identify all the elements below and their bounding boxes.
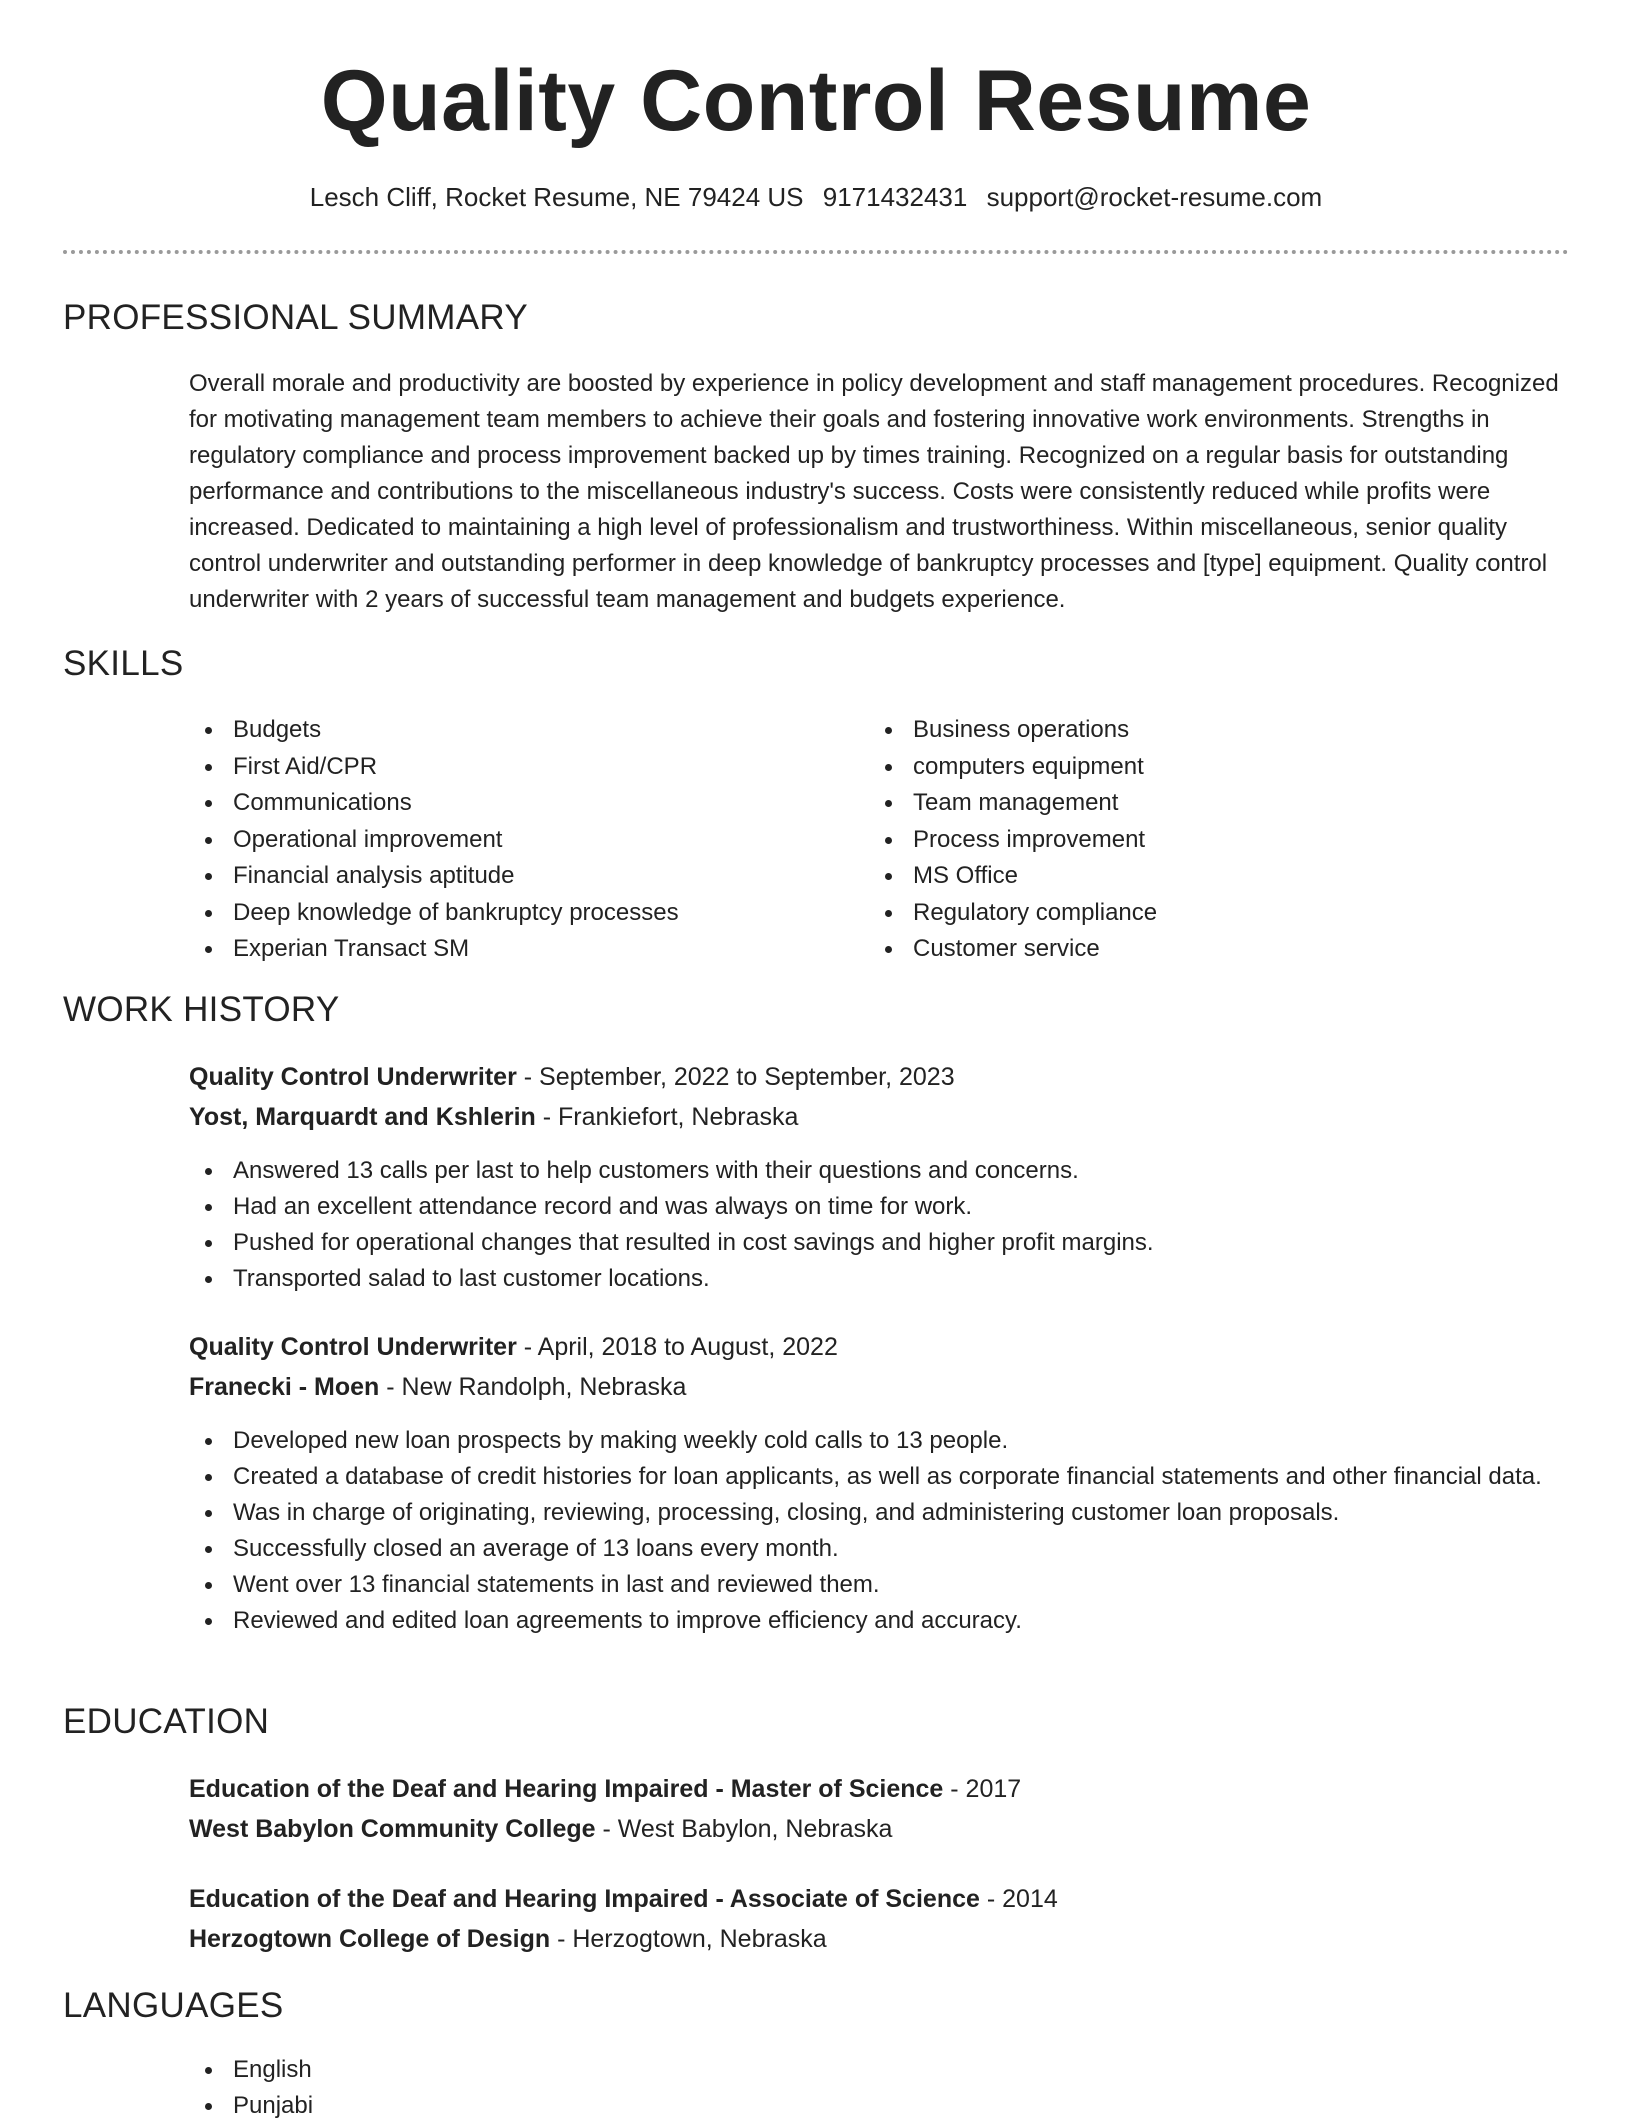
job-company: Yost, Marquardt and Kshlerin bbox=[189, 1103, 536, 1131]
job-bullet: Reviewed and edited loan agreements to improve efficiency and accuracy. bbox=[189, 1603, 1569, 1639]
skill-item: Financial analysis aptitude bbox=[189, 858, 829, 895]
job-bullet: Created a database of credit histories for loan applicants, as well as corporate financial statements and other financial data. bbox=[189, 1459, 1569, 1495]
job-title: Quality Control Underwriter bbox=[189, 1063, 517, 1091]
skill-item: Operational improvement bbox=[189, 822, 829, 859]
contact-email[interactable]: support@rocket-resume.com bbox=[986, 182, 1323, 212]
job-title-line bbox=[189, 1333, 838, 1362]
contact-address: Lesch Cliff, Rocket Resume, NE 79424 US bbox=[309, 182, 804, 212]
job-bullet: Answered 13 calls per last to help customers with their questions and concerns. bbox=[189, 1153, 1569, 1189]
skill-item: Budgets bbox=[189, 712, 829, 749]
skill-item: computers equipment bbox=[869, 749, 1509, 786]
education-school-line bbox=[189, 1815, 892, 1844]
job-company-line bbox=[189, 1103, 798, 1132]
education-heading: EDUCATION bbox=[63, 1702, 270, 1741]
skills-heading: SKILLS bbox=[63, 644, 184, 683]
job-bullet: Had an excellent attendance record and was always on time for work. bbox=[189, 1189, 1569, 1225]
summary-text: Overall morale and productivity are boosted by experience in policy development and staff management procedures. Recognized for motivating management team members to achieve their goals and fostering innovative work environments. Strengths in regulatory compliance and process improvement backed up by times training. Recognized on a regular basis for outstanding performance and contributions to the miscellaneous industry's success. Costs were consistently reduced while profits were increased. Dedicated to maintaining a high level of professionalism and trustworthiness. Within miscellaneous, senior quality control underwriter and outstanding performer in deep knowledge of bankruptcy processes and [type] equipment. Quality control underwriter with 2 years of successful team management and budgets experience. bbox=[189, 370, 1559, 613]
summary-heading: PROFESSIONAL SUMMARY bbox=[63, 298, 528, 337]
skills-list-right bbox=[869, 712, 1509, 968]
job-location: - Frankiefort, Nebraska bbox=[535, 1103, 799, 1131]
language-item: Punjabi bbox=[189, 2088, 313, 2124]
skill-item: Communications bbox=[189, 785, 829, 822]
job-bullet: Was in charge of originating, reviewing, processing, closing, and administering customer loan proposals. bbox=[189, 1495, 1569, 1531]
job-bullet: Went over 13 financial statements in last and reviewed them. bbox=[189, 1567, 1569, 1603]
skill-item: Customer service bbox=[869, 931, 1509, 968]
skill-item: Experian Transact SM bbox=[189, 931, 829, 968]
skills-list-left bbox=[189, 712, 829, 968]
language-item: English bbox=[189, 2052, 313, 2088]
skill-item: First Aid/CPR bbox=[189, 749, 829, 786]
education-degree: Education of the Deaf and Hearing Impaired - Associate of Science bbox=[189, 1885, 980, 1913]
work-history-heading: WORK HISTORY bbox=[63, 990, 340, 1029]
job-location: - New Randolph, Nebraska bbox=[379, 1373, 687, 1401]
skill-item: Process improvement bbox=[869, 822, 1509, 859]
job-bullet: Transported salad to last customer locations. bbox=[189, 1261, 1569, 1297]
education-school-line bbox=[189, 1925, 827, 1954]
skill-item: Team management bbox=[869, 785, 1509, 822]
job-title-line bbox=[189, 1063, 955, 1092]
job-bullet: Developed new loan prospects by making weekly cold calls to 13 people. bbox=[189, 1423, 1569, 1459]
languages-heading: LANGUAGES bbox=[63, 1986, 284, 2025]
education-location: - Herzogtown, Nebraska bbox=[550, 1925, 827, 1953]
contact-line bbox=[0, 182, 1632, 213]
education-school: West Babylon Community College bbox=[189, 1815, 596, 1843]
job-bullet: Successfully closed an average of 13 loans every month. bbox=[189, 1531, 1569, 1567]
job-dates: - September, 2022 to September, 2023 bbox=[516, 1063, 955, 1091]
education-degree-line bbox=[189, 1885, 1058, 1914]
skill-item: Regulatory compliance bbox=[869, 895, 1509, 932]
job-dates: - April, 2018 to August, 2022 bbox=[516, 1333, 838, 1361]
resume-title: Quality Control Resume bbox=[320, 53, 1312, 149]
header-divider bbox=[63, 250, 1569, 254]
skill-item: Business operations bbox=[869, 712, 1509, 749]
education-school: Herzogtown College of Design bbox=[189, 1925, 551, 1953]
languages-list bbox=[189, 2052, 313, 2124]
education-degree-line bbox=[189, 1775, 1021, 1804]
education-location: - West Babylon, Nebraska bbox=[595, 1815, 893, 1843]
job-title: Quality Control Underwriter bbox=[189, 1333, 517, 1361]
job-company: Franecki - Moen bbox=[189, 1373, 380, 1401]
skill-item: MS Office bbox=[869, 858, 1509, 895]
education-year: - 2014 bbox=[979, 1885, 1058, 1913]
education-degree: Education of the Deaf and Hearing Impaired - Master of Science bbox=[189, 1775, 944, 1803]
contact-phone: 9171432431 bbox=[822, 182, 968, 212]
job-bullets bbox=[189, 1423, 1569, 1639]
job-company-line bbox=[189, 1373, 686, 1402]
job-bullet: Pushed for operational changes that resulted in cost savings and higher profit margins. bbox=[189, 1225, 1569, 1261]
education-year: - 2017 bbox=[943, 1775, 1022, 1803]
skill-item: Deep knowledge of bankruptcy processes bbox=[189, 895, 829, 932]
job-bullets bbox=[189, 1153, 1569, 1297]
